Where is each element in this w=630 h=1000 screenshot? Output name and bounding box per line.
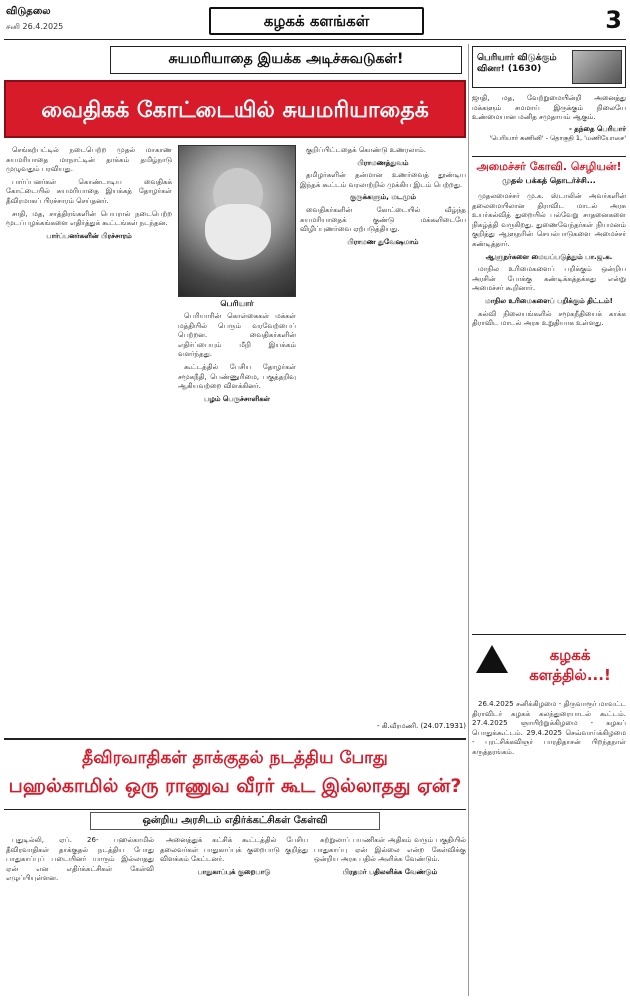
events-header xyxy=(472,634,626,696)
section-title: கழகக் களங்கள் xyxy=(209,7,424,35)
quote-text: ஜாதி, மத, வேற்றுமையின்றி அனைத்து மக்களும் சமமாய் இருக்கும் நிலையே உண்மையான மனித சமுதாயம் ஆகும். xyxy=(472,94,626,122)
sidebar-subhead: மாநில உரிமைகளைப் பறிக்கும் திட்டம்! xyxy=(485,296,613,305)
periyar-question-box xyxy=(472,46,626,88)
sidebar-body xyxy=(472,192,626,632)
story2-column-2 xyxy=(160,836,308,996)
story2-col1-text: புதுடில்லி, ஏப். 26- பஹல்காமில் தீவிரவாதிகள் தாக்குதல் நடத்திய போது பாதுகாப்புப் படையினர் யாரும் இல்லாதது ஏன் என எதிர்க்கட்சிகள் கேள்வி எழுப்பியுள்ளன. xyxy=(6,836,154,883)
periyar-thumbnail xyxy=(572,50,622,84)
story2-column-3 xyxy=(314,836,466,996)
story1-headline: வைதிகக் கோட்டையில் சுயமரியாதைக் xyxy=(4,80,466,138)
story2-subhead: ஒன்றிய அரசிடம் எதிர்க்கட்சிகள் கேள்வி xyxy=(90,812,380,830)
story1-column-3 xyxy=(300,146,466,720)
sidebar-continuation: முதல் பக்கத் தொடர்ச்சி... xyxy=(502,176,596,185)
quote-signature: - தந்தை பெரியார் xyxy=(568,124,626,133)
story1-col3-subhead: பிராமணத்துவம் xyxy=(357,158,409,167)
sidebar-subhead: ஆளுநர்களை மையப்படுத்தும் பா.ஜ.க. xyxy=(485,252,613,261)
story2-headline xyxy=(4,742,466,810)
story1-col3-para: குறிப்பிட்டதைக் கொண்டு உணரலாம். xyxy=(306,146,426,154)
story1-column-2 xyxy=(178,312,296,732)
story1-col3-subhead: குருக்களும், மடமும் xyxy=(350,193,416,202)
events-title: கழகக் களத்தில்...! xyxy=(529,646,611,684)
issue-date: சனி 26.4.2025 xyxy=(6,22,64,31)
story1-col2-para: கூட்டத்தில் பேசிய தோழர்கள் சமூகநீதி, பெண்ணுரிமை, பகுத்தறிவு ஆகியவற்றை விளக்கினர். xyxy=(178,362,296,391)
story1-col1-para: செங்கற்பட்டில் நடைபெற்ற முதல் மாகாண சுயமரியாதை மாநாட்டின் தாக்கம் தமிழ்நாடு முழுவதும் பரவியது. xyxy=(6,146,172,174)
quote-source: 'பெரியார் கணினி' - தொகுதி 1, 'மணியோசை' xyxy=(489,134,626,143)
story2-col3-text: சுற்றுலாப் பயணிகள் அதிகம் வரும் பகுதியில் பாதுகாப்பு ஏன் இல்லை என்ற கேள்விக்கு ஒன்றிய அரசு பதில் அளிக்க வேண்டும். xyxy=(314,836,466,864)
sidebar-para: மாநில உரிமைகளைப் பறிக்கும் ஒன்றிய அரசின் போக்கு கண்டிக்கத்தக்கது என்று அமைச்சர் கூறினார். xyxy=(472,265,626,293)
story1-col1-subhead: பார்ப்பனர்களின் பிரச்சாரம் xyxy=(46,231,132,240)
story1-column-1 xyxy=(6,146,172,731)
periyar-photo xyxy=(178,145,296,297)
photo-caption: பெரியார் xyxy=(220,299,254,308)
story1-byline: - கி.வீரமணி. (24.07.1931) xyxy=(376,722,466,730)
story2-headline-line2: பஹல்காமில் ஒரு ராணுவ வீரர் கூட இல்லாதது ஏன்? xyxy=(8,775,462,797)
story1-col3-subhead: பிராமண துவேஷமாம் xyxy=(347,237,419,246)
sidebar-para: கல்வி நிலையங்களில் சமூகநீதியைக் காக்க திராவிட மாடல் அரசு உறுதியாக உள்ளது. xyxy=(472,309,626,328)
story1-col2-subhead: பழம் பெருச்சாளிகள் xyxy=(204,394,270,403)
story1-col3-para: தமிழர்களின் தன்மான உணர்வைத் தூண்டிய இந்தக் கூட்டம் வரலாற்றில் முக்கிய இடம் பெற்றது. xyxy=(300,171,466,189)
divider xyxy=(4,738,466,740)
story2-headline-line1: தீவிரவாதிகள் தாக்குதல் நடத்திய போது xyxy=(82,748,388,768)
sidebar-headline: அமைச்சர் கோவி. செழியன்! xyxy=(472,156,626,176)
story1-col3-para: வைதிகர்களின் கோட்டையில் வீழ்ந்த சுயமரியாதைக் குண்டு மக்களிடையே விழிப்புணர்வை ஏற்படுத்தியது. xyxy=(300,205,466,234)
story2-col2-subhead: பாதுகாப்புக் குறைபாடு xyxy=(197,867,271,876)
page-number: 3 xyxy=(605,6,622,34)
page-header xyxy=(4,4,626,40)
periyar-quote xyxy=(472,94,626,144)
events-listing xyxy=(472,700,626,996)
sidebar-para: முதலமைச்சர் மு.க. ஸ்டாலின் அவர்களின் தலைமையிலான திராவிட மாடல் அரசு உயர்கல்வித் துறையில் பல்வேறு சாதனைகளை நிகழ்த்தி வருகிறது. துணைவேந்தர்கள் நியமனம் குறித்து ஆளுநரின் செயல்பாடுகளை அமைச்சர் கண்டித்தார். xyxy=(472,192,626,248)
story2-col2-text: அனைத்துக் கட்சிக் கூட்டத்தில் பேசிய தலைவர்கள் பாதுகாப்புக் குறைபாடு குறித்து விளக்கம் கேட்டனர். xyxy=(160,836,308,864)
paper-name: விடுதலை xyxy=(6,6,51,17)
story2-column-1 xyxy=(6,836,154,996)
story1-kicker: சுயமரியாதை இயக்க அடிச்சுவடுகள்! xyxy=(110,46,462,74)
sidebar-title: பெரியார் விடுக்கும் வினா! (1630) xyxy=(477,53,557,74)
megaphone-icon xyxy=(476,645,508,673)
story1-col1-para: பார்ப்பனர்கள் கொண்டாடிய வைதிகக் கோட்டையில் சுயமரியாதை இயக்கத் தோழர்கள் தீவிரமாகப் பிரச்சாரம் செய்தனர். xyxy=(6,177,172,205)
events-text: 26.4.2025 சனிக்கிழமை - திருவாரூர் மாவட்ட திராவிடர் கழகக் கலந்துரையாடல் கூட்டம். 27.4.2025 ஞாயிற்றுக்கிழமை - கழகப் பொதுக்கூட்டம். 29.4.2025 செவ்வாய்க்கிழமை - புரட்சிக்கவிஞர் பாரதிதாசன் பிறந்தநாள் கருத்தரங்கம். xyxy=(472,700,626,756)
story1-col2-para: பெரியாரின் கொள்கைகள் மக்கள் மத்தியில் பெரும் வரவேற்பைப் பெற்றன. வைதிகர்களின் எதிர்ப்பையும் மீறி இயக்கம் வளர்ந்தது. xyxy=(178,312,296,359)
story2-col3-subhead: பிரதமர் பதிலளிக்க வேண்டும் xyxy=(342,867,438,876)
story1-col1-para: சாதி, மத, சாத்திரங்களின் பெயரால் நடைபெற்ற மூடப்பழக்கங்களை எதிர்த்துக் கூட்டங்கள் நடந்தன. xyxy=(6,209,172,228)
column-rule xyxy=(468,44,469,996)
